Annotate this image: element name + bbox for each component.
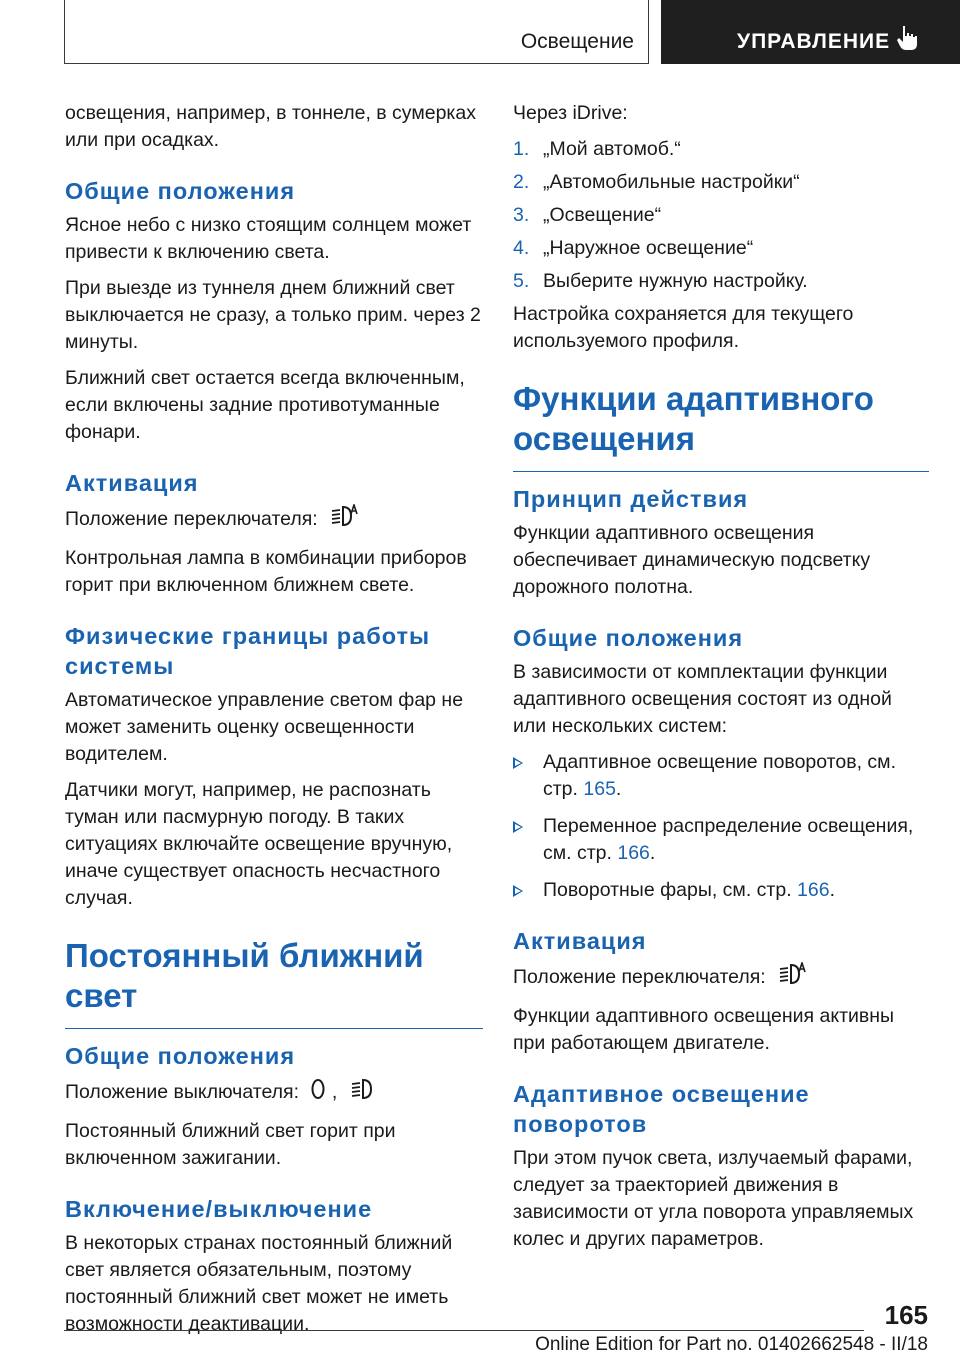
header-section-box <box>64 0 649 64</box>
bullet-text: Поворотные фары, см. стр. <box>543 879 792 901</box>
bullet-end: . <box>615 778 622 800</box>
heading-permanent-low-beam: Постоянный ближний свет <box>65 937 424 1014</box>
adaptive-systems-list <box>513 749 929 904</box>
bullet-text: Адаптивное освещение поворотов, см. стр. <box>543 751 896 800</box>
light-off-icon <box>310 1077 326 1109</box>
paragraph: освещения, например, в тоннеле, в сумерках или при осадках. <box>65 102 476 151</box>
paragraph-text: Положение переключателя: <box>65 508 318 531</box>
list-item <box>513 877 929 904</box>
step-number: 2. <box>513 171 530 193</box>
auto-headlight-icon <box>329 504 359 536</box>
paragraph: В некоторых странах постоянный ближний свет является обязательным, поэтому постоянный ближний свет может не иметь возможности деактивации. <box>65 1232 453 1335</box>
switch-position-line-2 <box>65 1077 483 1109</box>
idrive-steps <box>513 136 929 295</box>
page-reference-link[interactable]: 165 <box>583 778 616 800</box>
step-number: 4. <box>513 237 530 259</box>
page-number: 165 <box>884 1300 928 1330</box>
paragraph: При этом пучок света, излучаемый фарами, следует за траекторией движения в зависимости от угла поворота управляемых колес и других параметров. <box>513 1147 914 1250</box>
paragraph: При выезде из туннеля днем ближний свет выключается не сразу, а только прим. через 2 минуты. <box>65 277 481 353</box>
list-item <box>513 813 929 867</box>
step-text: „Наружное освещение“ <box>543 237 754 259</box>
pointing-hand-icon <box>895 24 921 57</box>
paragraph-text: Положение выключателя: <box>65 1081 300 1104</box>
right-column <box>513 100 929 1262</box>
heading-rule <box>513 471 929 472</box>
bullet-end: . <box>829 879 835 901</box>
paragraph: Контрольная лампа в комбинации приборов горит при включенном ближнем свете. <box>65 547 467 596</box>
page-reference-link[interactable]: 166 <box>797 879 830 901</box>
footer-rule <box>64 1330 864 1331</box>
paragraph: В зависимости от комплектации функции адаптивного освещения состоят из одной или нескольких систем: <box>513 661 892 737</box>
step-number: 3. <box>513 204 530 226</box>
switch-position-line <box>513 962 929 994</box>
bullet-end: . <box>649 842 656 864</box>
paragraph: Настройка сохраняется для текущего используемого профиля. <box>513 303 854 352</box>
bullet-text: Переменное распределение освещения, см. стр. <box>543 815 914 864</box>
bullet-triangle-icon <box>513 885 523 897</box>
heading-principle: Принцип действия <box>513 486 749 512</box>
paragraph: Ближний свет остается всегда включенным, если включены задние противотуманные фонари. <box>65 367 465 443</box>
bullet-triangle-icon <box>513 757 523 769</box>
list-item <box>513 202 929 229</box>
step-number: 5. <box>513 270 530 292</box>
heading-turn-lighting: Адаптивное освещение поворотов <box>513 1081 810 1137</box>
list-item <box>513 268 929 295</box>
header-chapter-box <box>661 0 960 64</box>
step-text: „Автомобильные настройки“ <box>543 171 800 193</box>
paragraph: Функции адаптивного освещения обеспечивает динамическую подсветку дорожного полотна. <box>513 522 871 598</box>
paragraph-text: Положение переключателя: <box>513 966 766 989</box>
list-item <box>513 235 929 262</box>
heading-limits: Физические границы работы системы <box>65 623 431 679</box>
paragraph: Через iDrive: <box>513 102 628 124</box>
low-beam-icon <box>349 1077 379 1109</box>
heading-activation: Активация <box>65 470 199 496</box>
chapter-title: УПРАВЛЕНИЕ <box>737 30 891 53</box>
page-reference-link[interactable]: 166 <box>617 842 650 864</box>
heading-general: Общие положения <box>65 178 296 204</box>
step-number: 1. <box>513 138 530 160</box>
heading-general-2: Общие положения <box>65 1043 296 1069</box>
step-text: „Освещение“ <box>543 204 662 226</box>
paragraph: Постоянный ближний свет горит при включенном зажигании. <box>65 1120 396 1169</box>
heading-general: Общие положения <box>513 625 744 651</box>
list-item <box>513 749 929 803</box>
list-item <box>513 136 929 163</box>
heading-rule <box>65 1028 483 1029</box>
comma: , <box>331 1081 338 1104</box>
switch-position-line <box>65 504 483 536</box>
heading-adaptive-lighting: Функции адаптивного освещения <box>513 380 874 457</box>
bullet-triangle-icon <box>513 821 523 833</box>
auto-headlight-icon <box>777 962 807 994</box>
step-text: Выберите нужную настройку. <box>543 270 808 292</box>
paragraph: Автоматическое управление светом фар не может заменить оценку освещенности водителем. <box>65 689 464 765</box>
left-column <box>65 100 483 1347</box>
paragraph: Функции адаптивного освещения активны при работающем двигателе. <box>513 1005 895 1054</box>
heading-activation: Активация <box>513 928 647 954</box>
heading-on-off: Включение/выключение <box>65 1196 373 1222</box>
footer-edition: Online Edition for Part no. 01402662548 - II/18 <box>535 1334 928 1355</box>
paragraph: Ясное небо с низко стоящим солнцем может привести к включению света. <box>65 214 472 263</box>
section-title: Освещение <box>520 30 634 53</box>
step-text: „Мой автомоб.“ <box>543 138 681 160</box>
list-item <box>513 169 929 196</box>
paragraph: Датчики могут, например, не распознать туман или пасмурную погоду. В таких ситуациях включайте освещение вручную, иначе существует опасность несчастного случая. <box>65 779 453 909</box>
